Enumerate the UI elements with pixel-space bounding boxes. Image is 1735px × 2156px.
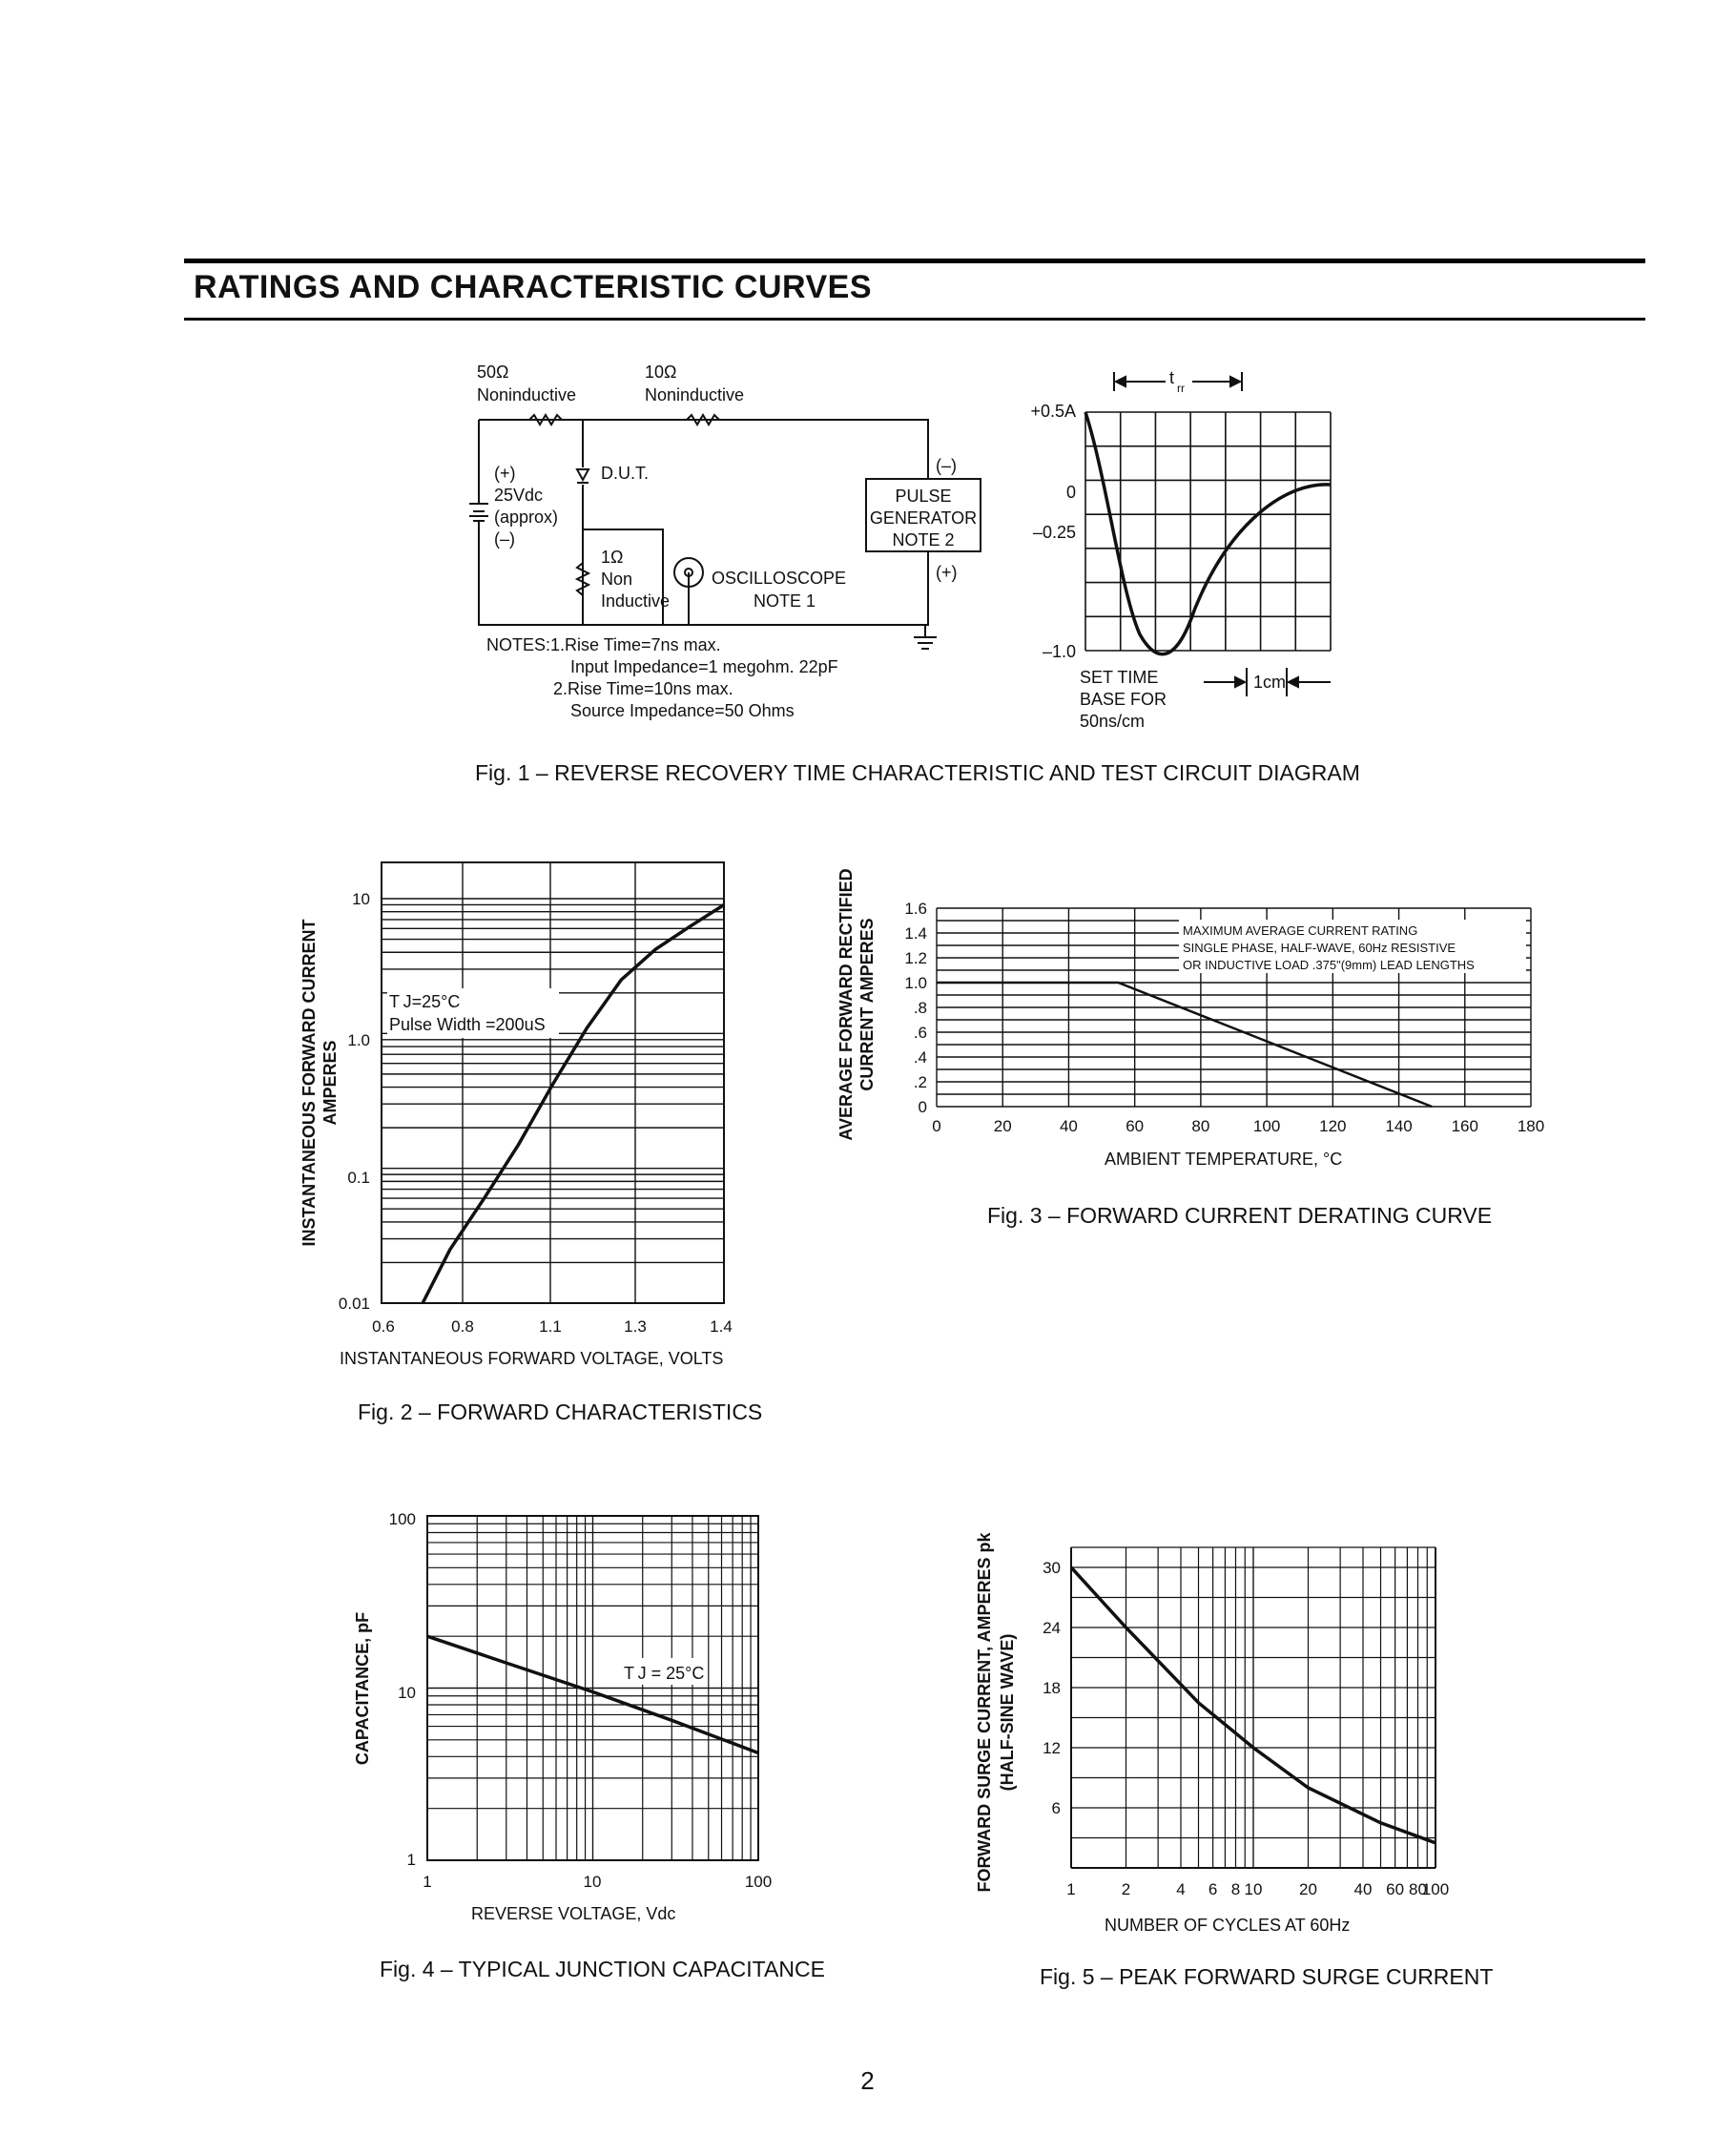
fig5-ytick: 18 [1043, 1679, 1061, 1697]
fig2-caption: Fig. 2 – FORWARD CHARACTERISTICS [358, 1399, 763, 1424]
fig4-ytick-1: 10 [398, 1684, 416, 1702]
label-r3-type2: Inductive [601, 591, 671, 611]
fig2-ylabel2: AMPERES [320, 1040, 340, 1126]
fig4-grid [427, 1516, 758, 1860]
fig4-ylabel: CAPACITANCE, pF [353, 1611, 372, 1766]
fig2-ytick-1: 1.0 [347, 1031, 370, 1049]
fig5-xtick: 8 [1230, 1880, 1241, 1898]
fig5-xtick: 100 [1421, 1880, 1450, 1898]
fig3-ytick: .2 [913, 1073, 927, 1091]
fig5-caption: Fig. 5 – PEAK FORWARD SURGE CURRENT [1040, 1964, 1494, 1989]
fig3-ytick: 1.0 [904, 974, 927, 992]
fig4-ytick-2: 1 [406, 1851, 416, 1869]
fig3-legend2: SINGLE PHASE, HALF-WAVE, 60Hz RESISTIVE [1183, 941, 1456, 955]
label-r3-type1: Non [601, 570, 633, 589]
fig3-xtick: 180 [1517, 1117, 1545, 1135]
fig3-ytick: 1.6 [904, 900, 927, 918]
fig2-ytick-0: 10 [352, 890, 370, 908]
label-src-volt: 25Vdc [494, 486, 544, 505]
fig3-xtick: 160 [1451, 1117, 1478, 1135]
fig1-caption: Fig. 1 – REVERSE RECOVERY TIME CHARACTERISTIC AND TEST CIRCUIT DIAGRAM [475, 760, 1360, 785]
fig3-xtick: 100 [1252, 1117, 1281, 1135]
fig4-caption: Fig. 4 – TYPICAL JUNCTION CAPACITANCE [380, 1957, 825, 1981]
fig5-xtick: 10 [1244, 1880, 1263, 1898]
fig3-ytick: 1.2 [904, 949, 927, 967]
fig2-xtick-4: 1.4 [710, 1317, 733, 1336]
label-pg-plus: (+) [936, 563, 958, 582]
label-trr: t [1169, 368, 1175, 387]
fig5-xtick: 2 [1121, 1880, 1131, 1898]
fig5-ylabel: FORWARD SURGE CURRENT, AMPERES pk [975, 1532, 994, 1893]
wave-ylabel-3: –1.0 [1042, 642, 1076, 661]
fig4-xtick-1: 10 [583, 1873, 602, 1891]
fig5-ticks [1043, 1559, 1449, 1898]
label-set3: 50ns/cm [1080, 712, 1146, 731]
fig2-annotation1: T J=25°C [389, 992, 461, 1011]
fig3-caption: Fig. 3 – FORWARD CURRENT DERATING CURVE [987, 1203, 1493, 1228]
wave-ylabel-2: –0.25 [1032, 523, 1076, 542]
fig1-waveform-labels [1030, 368, 1331, 731]
fig5-xtick: 80 [1409, 1880, 1427, 1898]
label-notes2: Input Impedance=1 megohm. 22pF [570, 657, 838, 676]
fig4-annotation: T J = 25°C [624, 1664, 705, 1683]
label-src-plus: (+) [494, 464, 516, 483]
label-trr-sub: rr [1177, 382, 1185, 395]
label-set2: BASE FOR [1080, 690, 1167, 709]
label-r2-type: Noninductive [645, 385, 745, 404]
circuit-wire-top [479, 420, 928, 479]
label-pg1: PULSE [895, 487, 952, 506]
fig3-xlabel: AMBIENT TEMPERATURE, °C [1105, 1150, 1343, 1169]
label-r1-type: Noninductive [477, 385, 577, 404]
fig3-ylabel2: CURRENT AMPERES [857, 918, 877, 1091]
fig3-ytick: .4 [913, 1048, 927, 1067]
fig3-xtick: 120 [1319, 1117, 1347, 1135]
fig3-ytick: .6 [913, 1024, 927, 1042]
label-pg-minus: (–) [936, 456, 957, 475]
fig5-ytick: 12 [1043, 1739, 1061, 1757]
fig1-waveform-grid [1085, 412, 1331, 651]
label-src-approx: (approx) [494, 508, 559, 527]
fig5-ytick: 30 [1043, 1559, 1061, 1577]
battery-symbol [469, 504, 488, 521]
wave-ylabel-0: +0.5A [1030, 402, 1076, 421]
fig4-xlabel: REVERSE VOLTAGE, Vdc [471, 1904, 676, 1923]
fig2-xtick-2: 1.1 [539, 1317, 562, 1336]
label-r1: 50Ω [477, 363, 509, 382]
fig1-circuit-labels [477, 363, 977, 720]
label-notes4: Source Impedance=50 Ohms [570, 701, 795, 720]
fig2-annotation2: Pulse Width =200uS [389, 1015, 546, 1034]
label-src-minus: (–) [494, 529, 515, 549]
fig3-ytick: 0 [918, 1098, 927, 1116]
page-title: RATINGS AND CHARACTERISTIC CURVES [194, 269, 873, 305]
fig2-xlabel: INSTANTANEOUS FORWARD VOLTAGE, VOLTS [340, 1349, 724, 1368]
fig3-xtick: 140 [1385, 1117, 1413, 1135]
fig3-ylabel: AVERAGE FORWARD RECTIFIED [837, 868, 856, 1141]
fig3-legend1: MAXIMUM AVERAGE CURRENT RATING [1183, 923, 1418, 938]
label-notes1: NOTES:1.Rise Time=7ns max. [486, 635, 721, 654]
fig5-xtick: 4 [1176, 1880, 1186, 1898]
fig4-ytick-0: 100 [388, 1510, 416, 1528]
fig5-xtick: 1 [1066, 1880, 1076, 1898]
fig3-xtick: 80 [1191, 1117, 1210, 1135]
fig2-xtick-1: 0.8 [451, 1317, 474, 1336]
fig5-ytick: 6 [1051, 1799, 1061, 1817]
fig2-ytick-3: 0.01 [338, 1295, 370, 1313]
fig5-ylabel2: (HALF-SINE WAVE) [998, 1633, 1017, 1792]
fig3-xtick: 60 [1126, 1117, 1145, 1135]
fig2-ylabel: INSTANTANEOUS FORWARD CURRENT [299, 919, 319, 1247]
label-pg2: GENERATOR [869, 508, 978, 528]
label-osc: OSCILLOSCOPE [712, 569, 847, 588]
label-r2: 10Ω [645, 363, 677, 382]
fig3-legend3: OR INDUCTIVE LOAD .375"(9mm) LEAD LENGTHS [1183, 958, 1475, 972]
fig1-waveform-curve [1085, 412, 1331, 654]
fig4-xtick-0: 1 [423, 1873, 432, 1891]
fig5-xtick: 6 [1208, 1880, 1218, 1898]
fig4-xtick-2: 100 [744, 1873, 773, 1891]
circuit-wire-pg [925, 551, 928, 637]
ground-symbol [914, 637, 937, 649]
label-notes3: 2.Rise Time=10ns max. [553, 679, 733, 698]
diode-symbol [577, 469, 589, 483]
fig3-ytick: 1.4 [904, 924, 927, 943]
label-r3: 1Ω [601, 548, 624, 567]
fig3-ytick: .8 [913, 999, 927, 1017]
label-osc-note: NOTE 1 [754, 591, 816, 611]
fig5-xtick: 20 [1299, 1880, 1317, 1898]
fig3-xtick: 40 [1059, 1117, 1078, 1135]
fig5-ytick: 24 [1043, 1619, 1061, 1637]
fig5-xtick: 40 [1353, 1880, 1373, 1898]
fig2-ytick-2: 0.1 [347, 1169, 370, 1187]
page-number: 2 [860, 2066, 875, 2095]
label-set1: SET TIME [1080, 668, 1159, 687]
label-cm: 1cm [1253, 673, 1287, 692]
fig5-grid [1071, 1547, 1436, 1868]
label-dut: D.U.T. [601, 464, 650, 483]
fig2-xtick-0: 0.6 [372, 1317, 395, 1336]
circuit-wire-osc [583, 529, 689, 625]
fig5-xlabel: NUMBER OF CYCLES AT 60Hz [1105, 1916, 1351, 1935]
label-pg3: NOTE 2 [892, 530, 955, 549]
fig3-xtick: 20 [993, 1117, 1012, 1135]
fig5-xtick: 60 [1386, 1880, 1405, 1898]
fig2-xtick-3: 1.3 [624, 1317, 647, 1336]
wave-ylabel-1: 0 [1065, 483, 1076, 502]
fig3-xtick: 0 [932, 1117, 941, 1135]
